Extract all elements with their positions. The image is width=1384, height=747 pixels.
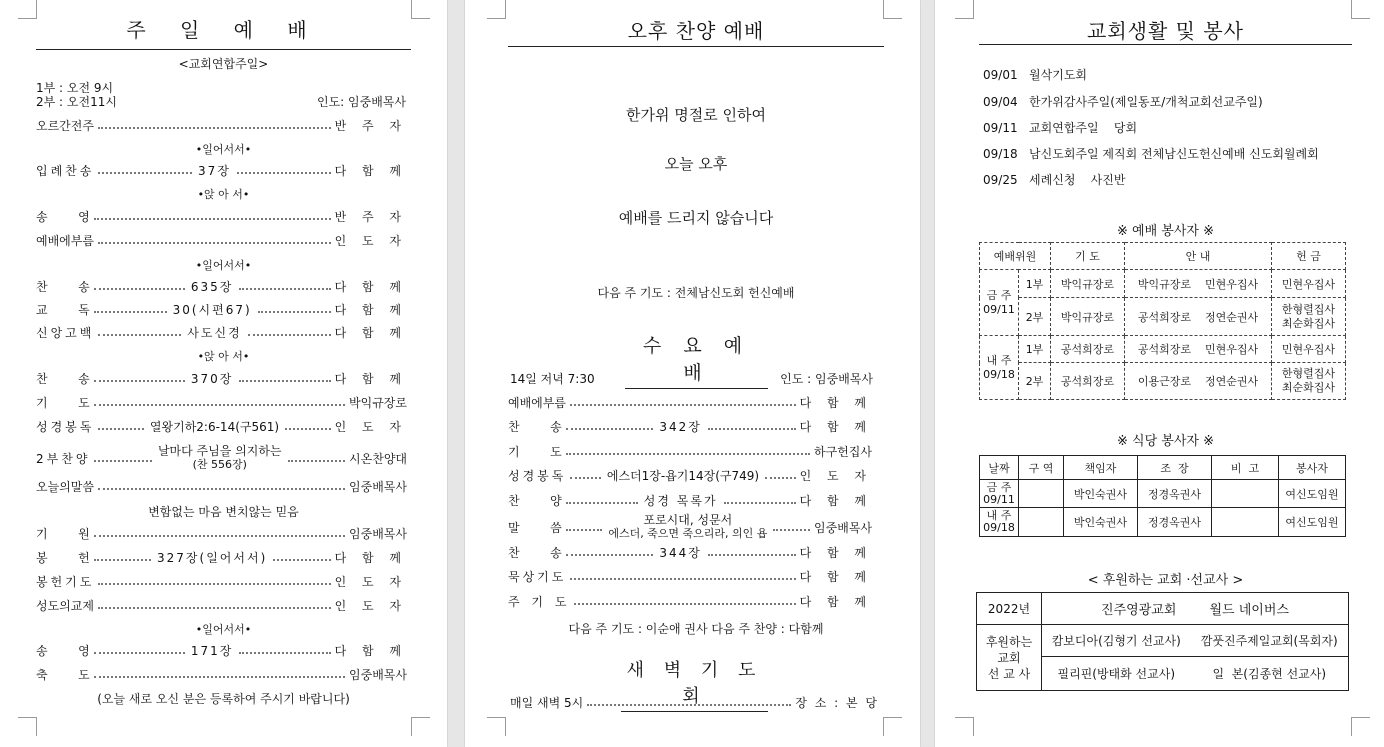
service-time-2: 2부 : 오전11시	[36, 95, 117, 109]
dawn-title: 새 벽 기 도 회	[621, 656, 768, 712]
footer-note: (오늘 새로 오신 분은 등록하여 주시기 바랍니다)	[97, 692, 350, 706]
crop-mark	[487, 717, 506, 736]
service-time-1: 1부 : 오전 9시	[36, 81, 114, 95]
crop-mark	[411, 0, 430, 19]
notice-line: 오늘 오후	[664, 155, 728, 173]
wednesday-title: 수 요 예 배	[625, 331, 768, 389]
table-row: 2부 공석희장로 이용근장로 정연순권사 한형렬집사 최순화집사	[980, 363, 1346, 400]
table-header: 조 장	[1138, 456, 1212, 480]
subtitle: <교회연합주일>	[178, 57, 269, 71]
next-prayer: 다음 주 기도 : 전체남신도회 헌신예배	[597, 286, 795, 300]
order-item: 입례찬송 37장 다 함 께	[36, 163, 407, 178]
table-header: 비 고	[1212, 456, 1279, 480]
leader: 인도: 임중배목사	[316, 95, 406, 109]
order-item: 오늘의말씀 임중배목사	[36, 479, 407, 494]
order-item: 찬 송 342장 다 함 께	[508, 419, 873, 434]
wednesday-time: 14일 저녁 7:30	[510, 372, 595, 386]
sit-down-note: •앉 아 서•	[197, 188, 250, 201]
table-header: 구 역	[1019, 456, 1064, 480]
order-item: 기 도 하구헌집사	[508, 444, 872, 459]
crop-mark	[1351, 0, 1370, 19]
order-item: 성경봉독 에스더1장-욥기14장(구749) 인 도 자	[508, 468, 872, 483]
missionary: 필리핀(방태화 선교사)	[1042, 657, 1191, 691]
crop-mark	[18, 717, 37, 736]
kitchen-volunteers-title: ※ 식당 봉사자 ※	[1117, 434, 1214, 449]
schedule-item: 09/25 세례신청 사진반	[983, 173, 1126, 187]
missionary: 깜풋진주제일교회(목회자)	[1191, 625, 1349, 657]
dawn-info: 매일 새벽 5시 장 소 : 본 당	[510, 695, 879, 710]
order-item: 주 기 도 다 함 께	[508, 594, 872, 609]
table-header: 날짜	[980, 456, 1019, 480]
order-item: 교 독 30(시편67) 다 함 께	[36, 302, 408, 317]
table-row: 금 주 09/11 박인숙권사 정경옥권사 여신도임원	[980, 480, 1346, 508]
page-title: 오후 찬양 예배	[627, 19, 765, 43]
schedule-item: 09/04 한가위감사주일(제일동포/개척교회선교주일)	[983, 95, 1263, 109]
order-item: 신앙고백 사도신경 다 함 께	[36, 325, 407, 340]
order-item: 묵상기도 다 함 께	[508, 569, 872, 584]
order-item: 봉 헌 327장(일어서서) 다 함 께	[36, 550, 407, 565]
order-item: 찬 양 성경 목록가 다 함 께	[508, 493, 873, 508]
mission-churches: 진주영광교회 월드 네이버스	[1042, 593, 1349, 625]
stand-up-note: •일어서서•	[195, 623, 252, 636]
sit-down-note: •앉 아 서•	[197, 350, 250, 363]
order-item: 기 도 박익규장로	[36, 395, 407, 410]
notice-line: 한가위 명절로 인하여	[626, 106, 766, 124]
schedule-item: 09/18 남신도회주일 제직회 전체남신도헌신예배 신도회월례회	[983, 147, 1319, 161]
mission-title: < 후원하는 교회 ·선교사 >	[1087, 573, 1244, 588]
order-item: 축 도 임중배목사	[36, 667, 407, 682]
order-item: 성도의교제 인 도 자	[36, 598, 407, 613]
title-rule	[979, 44, 1352, 45]
page-title: 주 일 예 배	[126, 18, 321, 42]
page-title: 교회생활 및 봉사	[1087, 19, 1244, 43]
table-header: 예배위원	[980, 243, 1051, 270]
stand-up-note: •일어서서•	[195, 259, 252, 272]
order-item: 2부찬양 날마다 주님을 의지하는 (찬 556장) 시온찬양대	[36, 444, 408, 471]
table-header: 안 내	[1125, 243, 1272, 270]
bulletin-page-church-life	[935, 0, 1384, 747]
order-item: 찬 송 344장 다 함 께	[508, 545, 873, 560]
wednesday-leader: 인도 : 임중배목사	[780, 372, 873, 386]
worship-volunteers-table	[979, 242, 1346, 400]
table-header: 헌 금	[1272, 243, 1346, 270]
table-row: 2부 박익규장로 공석희장로 정연순권사 한형렬집사 최순화집사	[980, 298, 1346, 336]
mission-label: 후원하는 교회 선 교 사	[977, 625, 1042, 691]
kitchen-volunteers-table	[979, 455, 1346, 537]
crop-mark	[955, 717, 974, 736]
sermon-title: 변함없는 마음 변치않는 믿음	[148, 505, 299, 519]
title-rule	[36, 49, 411, 50]
order-item: 오르간전주 반 주 자	[36, 118, 407, 133]
bulletin-page-afternoon	[465, 0, 920, 747]
order-item: 예배에부름 다 함 께	[508, 395, 872, 410]
order-item: 송 영 반 주 자	[36, 209, 407, 224]
order-item: 찬 송 370장 다 함 께	[36, 371, 408, 386]
crop-mark	[955, 0, 974, 19]
table-header: 봉사자	[1279, 456, 1346, 480]
crop-mark	[18, 0, 37, 19]
crop-mark	[883, 0, 902, 19]
crop-mark	[487, 0, 506, 19]
table-header: 기 도	[1051, 243, 1125, 270]
order-item: 예배에부름 인 도 자	[36, 233, 407, 248]
order-item: 봉헌기도 인 도 자	[36, 574, 407, 589]
schedule-item: 09/11 교회연합주일 당회	[983, 121, 1138, 135]
crop-mark	[883, 717, 902, 736]
order-item: 송 영 171장 다 함 께	[36, 643, 408, 658]
table-row: 내 주 09/18 1부 공석희장로 공석희장로 민현우집사 민현우집사	[980, 336, 1346, 363]
order-item: 기 원 임중배목사	[36, 526, 407, 541]
title-rule	[508, 46, 884, 47]
bulletin-page-sunday	[0, 0, 447, 747]
order-item: 찬 송 635장 다 함 께	[36, 279, 408, 294]
order-item: 성경봉독 열왕기하2:6-14(구561) 인 도 자	[36, 419, 408, 434]
wednesday-next: 다음 주 기도 : 이순애 권사 다음 주 찬양 : 다함께	[568, 622, 824, 636]
missionary: 캄보디아(김형기 선교사)	[1042, 625, 1191, 657]
crop-mark	[411, 717, 430, 736]
mission-table	[976, 592, 1349, 691]
missionary: 일 본(김종현 선교사)	[1191, 657, 1349, 691]
schedule-item: 09/01 월삭기도회	[983, 68, 1088, 82]
table-row: 금 주 09/11 1부 박익규장로 박익규장로 민현우집사 민현우집사	[980, 270, 1346, 298]
crop-mark	[1351, 717, 1370, 736]
table-header: 책임자	[1064, 456, 1138, 480]
worship-volunteers-title: ※ 예배 봉사자 ※	[1117, 224, 1214, 239]
table-row: 내 주 09/18 박인숙권사 정경옥권사 여신도임원	[980, 508, 1346, 537]
notice-line: 예배를 드리지 않습니다	[618, 209, 774, 227]
stand-up-note: •일어서서•	[195, 143, 252, 156]
mission-year: 2022년	[977, 593, 1042, 625]
order-item: 말 씀 포로시대, 성문서 에스더, 죽으면 죽으리라, 의인 욥 임중배목사	[508, 513, 873, 540]
